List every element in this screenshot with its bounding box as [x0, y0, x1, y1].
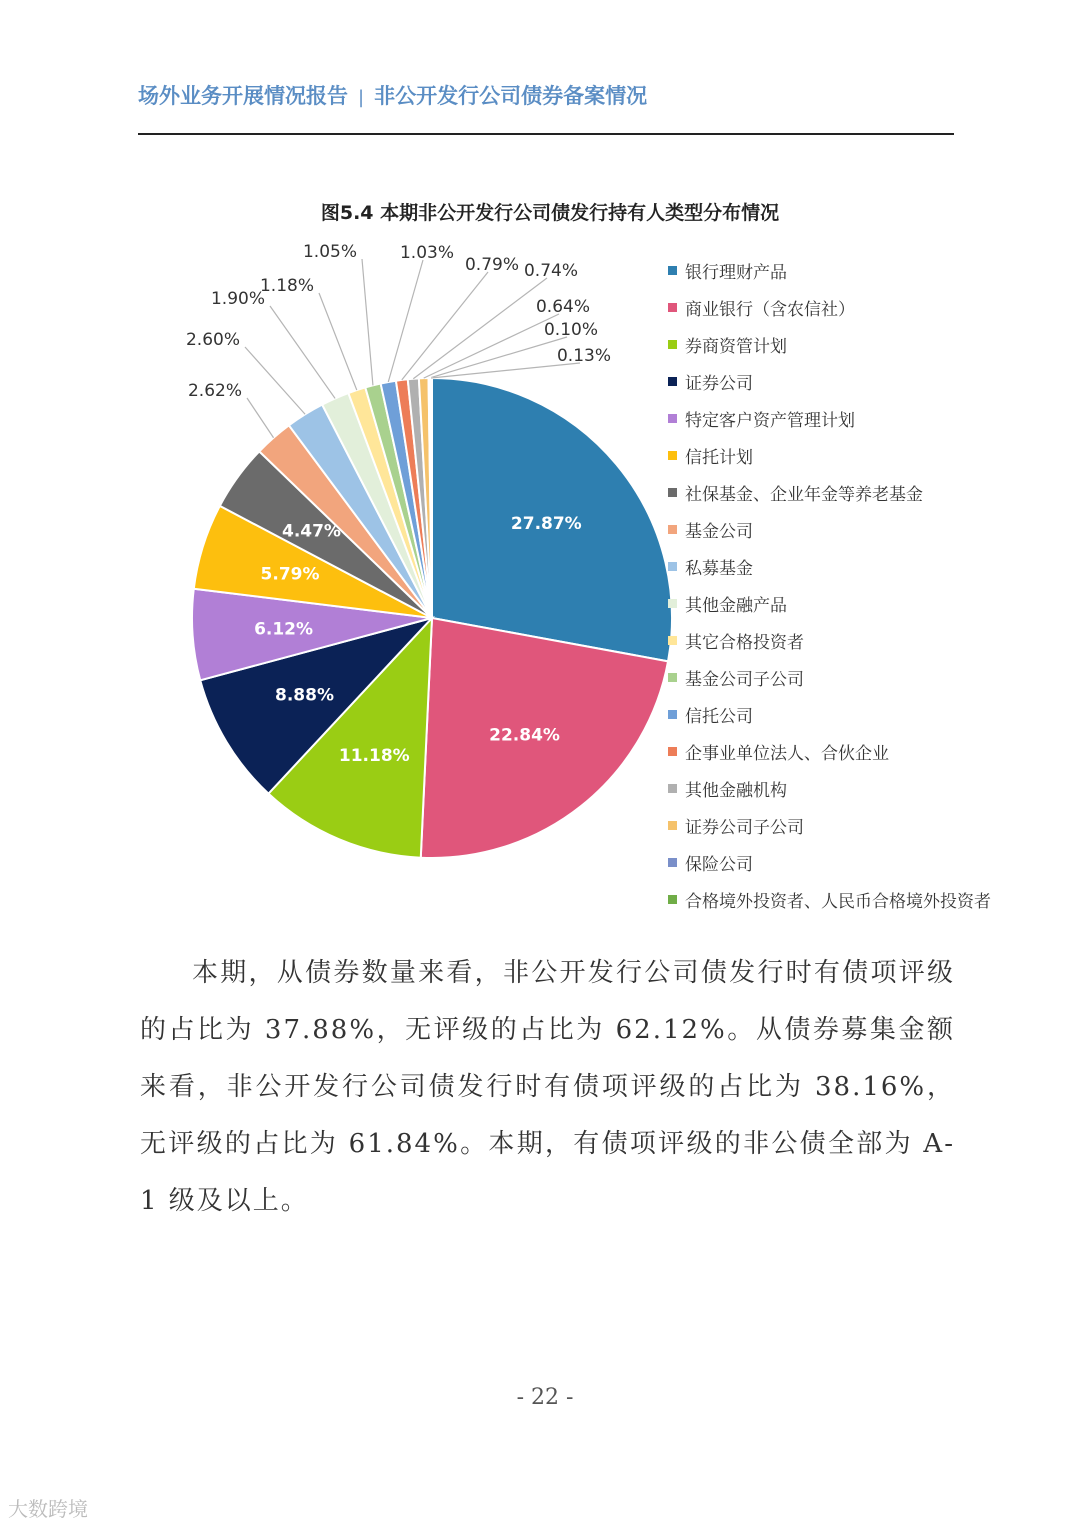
leader-line-9: [270, 306, 335, 398]
data-label-9: 1.90%: [210, 289, 266, 309]
legend-swatch: [668, 303, 677, 312]
data-label-13: 0.79%: [464, 255, 520, 275]
data-label-12: 1.03%: [399, 243, 455, 263]
legend-swatch: [668, 266, 677, 275]
body-paragraph-container: [140, 945, 955, 1230]
legend-label: 特定客户资产管理计划: [685, 411, 855, 431]
data-label-16: 0.10%: [543, 320, 599, 340]
data-label-3: 8.88%: [275, 685, 335, 706]
legend-label: 基金公司: [685, 522, 753, 542]
legend-swatch: [668, 599, 677, 608]
legend-label: 券商资管计划: [685, 337, 787, 357]
legend-label: 基金公司子公司: [685, 670, 804, 690]
legend-swatch: [668, 821, 677, 830]
legend-swatch: [668, 562, 677, 571]
data-label-11: 1.05%: [302, 242, 358, 262]
legend-swatch: [668, 784, 677, 793]
leader-line-12: [388, 260, 423, 382]
data-label-4: 6.12%: [254, 619, 314, 640]
data-label-7: 2.62%: [187, 381, 243, 401]
legend-label: 信托计划: [685, 448, 753, 468]
data-label-10: 1.18%: [259, 276, 315, 296]
legend-label: 私募基金: [685, 559, 753, 579]
data-label-2: 11.18%: [338, 746, 410, 767]
legend-swatch: [668, 673, 677, 682]
leader-line-7: [247, 398, 274, 438]
legend-swatch: [668, 710, 677, 719]
legend-swatch: [668, 451, 677, 460]
leader-line-8: [245, 347, 305, 414]
legend-swatch: [668, 414, 677, 423]
legend-label: 其他金融产品: [685, 596, 787, 616]
legend-item-0: [668, 252, 991, 289]
legend-swatch: [668, 340, 677, 349]
data-label-5: 5.79%: [260, 564, 320, 585]
legend-swatch: [668, 488, 677, 497]
data-label-17: 0.13%: [556, 346, 612, 366]
header-section-name: 非公开发行公司债券备案情况: [374, 84, 648, 108]
legend-item-2: [668, 326, 991, 363]
legend-swatch: [668, 895, 677, 904]
data-label-1: 22.84%: [489, 725, 560, 746]
legend-swatch: [668, 525, 677, 534]
legend-label: 证券公司子公司: [685, 818, 804, 838]
legend-label: 企事业单位法人、合伙企业: [685, 744, 889, 764]
data-label-15: 0.64%: [535, 297, 591, 317]
legend-swatch: [668, 636, 677, 645]
legend-item-11: [668, 659, 991, 696]
chart-legend: [668, 252, 991, 918]
legend-label: 信托公司: [685, 707, 753, 727]
legend-item-8: [668, 548, 991, 585]
legend-item-6: [668, 474, 991, 511]
legend-item-7: [668, 511, 991, 548]
header-report-name: 场外业务开展情况报告: [138, 84, 348, 108]
legend-item-17: [668, 881, 991, 918]
legend-swatch: [668, 747, 677, 756]
legend-label: 银行理财产品: [685, 263, 787, 283]
leader-line-10: [319, 293, 357, 390]
legend-label: 社保基金、企业年金等养老基金: [685, 485, 923, 505]
data-label-6: 4.47%: [281, 521, 341, 542]
legend-label: 证券公司: [685, 374, 753, 394]
legend-item-4: [668, 400, 991, 437]
legend-item-5: [668, 437, 991, 474]
legend-item-15: [668, 807, 991, 844]
page-number: - 22 -: [516, 1385, 574, 1410]
body-paragraph: 本期，从债券数量来看，非公开发行公司债发行时有债项评级的占比为 37.88%，无评级的占比为 62.12%。从债券募集金额来看，非公开发行公司债发行时有债项评级的占比为 38.16%，无评级的占比为 61.84%。本期，有债项评级的非公债全部为 A-1 级及以上。: [140, 958, 955, 1216]
legend-item-14: [668, 770, 991, 807]
data-label-14: 0.74%: [523, 261, 579, 281]
legend-item-9: [668, 585, 991, 622]
leader-line-14: [413, 278, 547, 379]
header-separator: |: [358, 87, 365, 108]
legend-item-16: [668, 844, 991, 881]
legend-swatch: [668, 858, 677, 867]
legend-label: 保险公司: [685, 855, 753, 875]
legend-item-10: [668, 622, 991, 659]
leader-line-11: [362, 259, 373, 385]
legend-item-12: [668, 696, 991, 733]
watermark: 大数跨境: [8, 1497, 88, 1521]
legend-label: 商业银行（含农信社）: [685, 300, 855, 320]
leader-line-15: [424, 314, 559, 378]
legend-label: 其它合格投资者: [685, 633, 804, 653]
figure-title: 图5.4 本期非公开发行公司债发行持有人类型分布情况: [320, 202, 780, 224]
data-label-8: 2.60%: [185, 330, 241, 350]
legend-item-13: [668, 733, 991, 770]
legend-item-1: [668, 289, 991, 326]
legend-label: 合格境外投资者、人民币合格境外投资者: [685, 892, 991, 912]
legend-swatch: [668, 377, 677, 386]
legend-item-3: [668, 363, 991, 400]
legend-label: 其他金融机构: [685, 781, 787, 801]
data-label-0: 27.87%: [510, 513, 582, 534]
